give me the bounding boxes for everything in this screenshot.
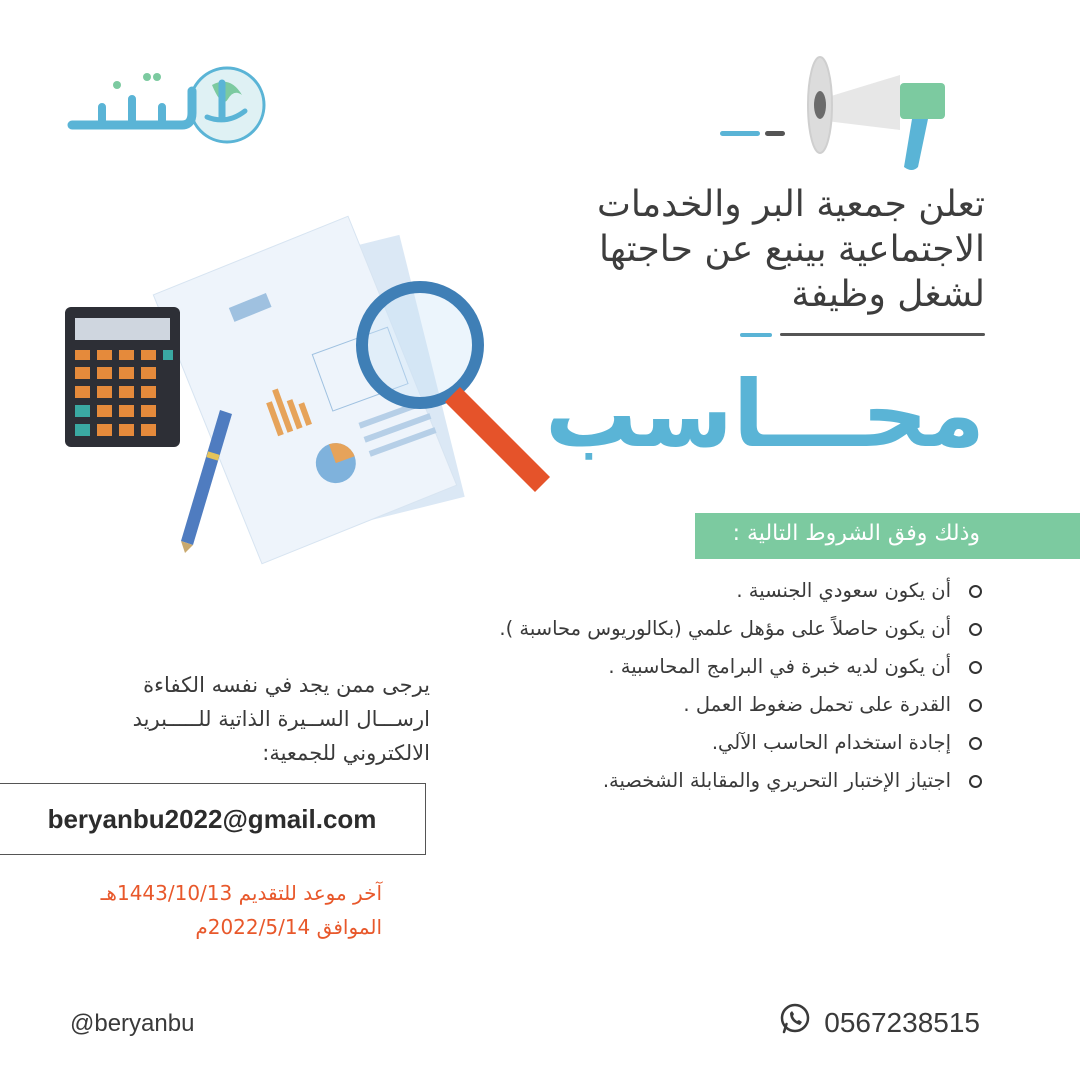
apply-note-line-3: الالكتروني للجمعية:: [262, 741, 430, 765]
deadline-line-2: الموافق 2022/5/14م: [195, 915, 382, 939]
condition-text: إجادة استخدام الحاسب الآلي.: [711, 731, 951, 754]
condition-text: أن يكون لديه خبرة في البرامج المحاسبية .: [608, 655, 951, 678]
decor-divider-blue: [740, 333, 772, 337]
headline: [525, 182, 985, 317]
bullet-icon: [969, 623, 982, 636]
bullet-icon: [969, 699, 982, 712]
social-handle[interactable]: @beryanbu: [70, 1010, 195, 1037]
condition-text: أن يكون سعودي الجنسية .: [736, 579, 951, 602]
job-title: محـــاسب: [544, 361, 985, 468]
condition-text: أن يكون حاصلاً على مؤهل علمي (بكالوريوس محاسبة ).: [499, 617, 951, 640]
apply-note: [30, 668, 430, 770]
bullet-icon: [969, 775, 982, 788]
pencil-icon: [181, 410, 232, 553]
apply-note-line-1: يرجى ممن يجد في نفسه الكفاءة: [143, 673, 430, 697]
logo: [62, 55, 272, 155]
condition-item: [262, 610, 982, 648]
bullet-icon: [969, 585, 982, 598]
deadline-line-1: آخر موعد للتقديم 1443/10/13هـ: [100, 881, 382, 905]
deadline: [0, 876, 382, 944]
condition-item: [262, 572, 982, 610]
email-link[interactable]: beryanbu2022@gmail.com: [0, 783, 426, 855]
whatsapp-icon: [778, 1002, 812, 1043]
bullet-icon: [969, 737, 982, 750]
megaphone-icon: [800, 45, 960, 180]
headline-line-3: لشغل وظيفة: [791, 274, 985, 315]
phone-contact[interactable]: [778, 1002, 980, 1043]
decor-divider-gray: [780, 333, 985, 336]
phone-number: 0567238515: [824, 1006, 980, 1038]
conditions-banner: [695, 513, 1080, 559]
headline-line-2: الاجتماعية بينبع عن حاجتها: [599, 229, 985, 270]
condition-text: اجتياز الإختبار التحريري والمقابلة الشخصية.: [602, 769, 951, 792]
conditions-heading: وذلك وفق الشروط التالية :: [732, 521, 980, 546]
condition-text: القدرة على تحمل ضغوط العمل .: [683, 693, 951, 716]
bullet-icon: [969, 661, 982, 674]
apply-note-line-2: ارســـال الســيرة الذاتية للـــــبريد: [132, 707, 430, 731]
calculator-icon: [65, 307, 180, 447]
decor-dash-blue: [720, 131, 760, 136]
decor-dash-gray: [765, 131, 785, 136]
documents-illustration: [60, 215, 570, 565]
headline-line-1: تعلن جمعية البر والخدمات: [597, 184, 985, 225]
